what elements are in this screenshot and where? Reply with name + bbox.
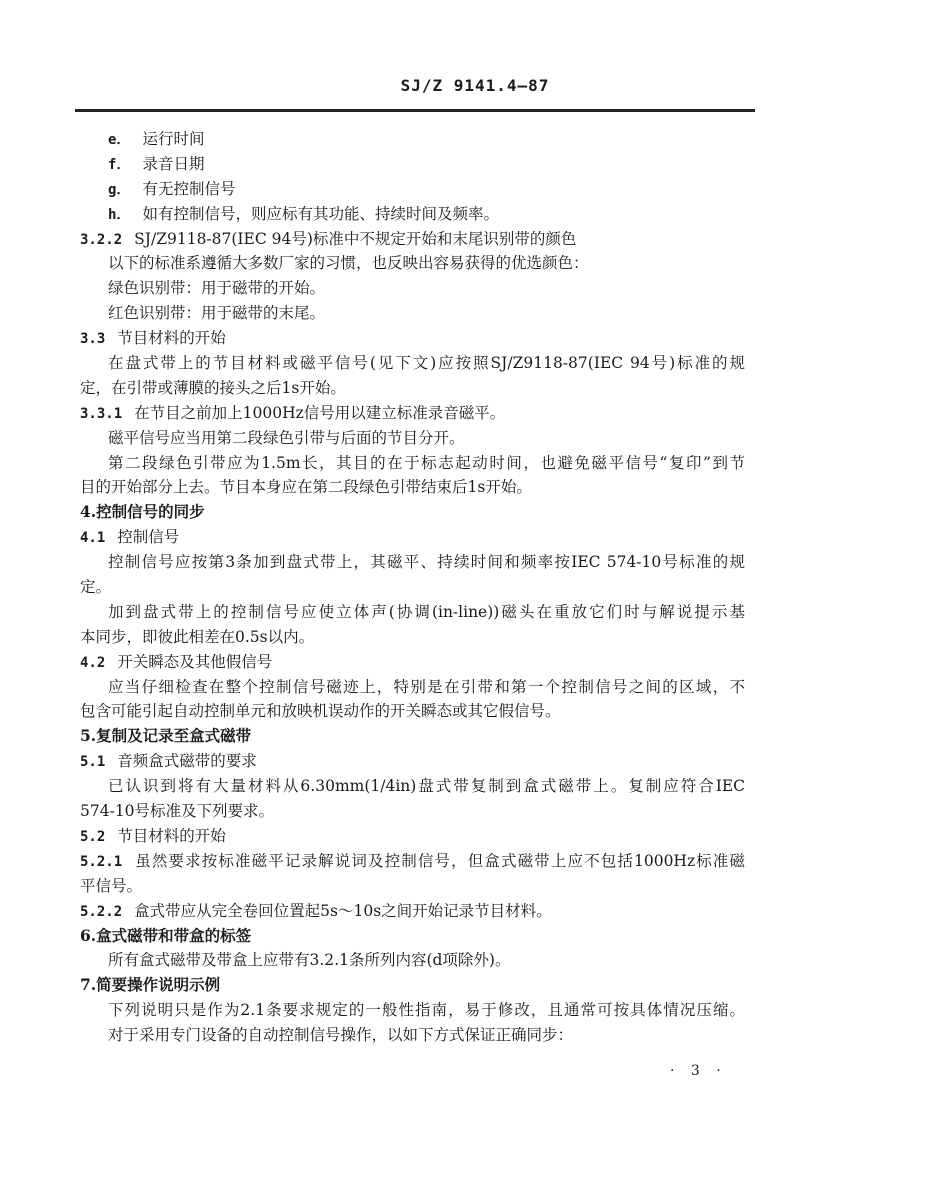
text-line bbox=[80, 451, 745, 476]
line-text: 已认识到将有大量材料从6.30mm(1/4in)盘式带复制到盒式磁带上。复制应符合IEC bbox=[108, 777, 745, 796]
text-line bbox=[80, 699, 745, 724]
text-line bbox=[80, 749, 745, 774]
line-text: 所有盒式磁带及带盒上应带有3.2.1条所列内容(d项除外)。 bbox=[108, 951, 511, 970]
text-line bbox=[80, 227, 745, 252]
line-text: 6.盒式磁带和带盒的标签 bbox=[80, 925, 252, 945]
section-heading bbox=[80, 924, 745, 949]
text-line bbox=[80, 899, 745, 924]
line-text: 7.简要操作说明示例 bbox=[80, 975, 221, 995]
line-text: 定。 bbox=[80, 578, 112, 597]
text-line bbox=[80, 401, 745, 426]
line-text: 应当仔细检查在整个控制信号磁迹上，特别是在引带和第一个控制信号之间的区域，不 bbox=[108, 677, 745, 696]
line-text: 盒式带应从完全卷回位置起5s～10s之间开始记录节目材料。 bbox=[134, 901, 552, 920]
page-number: · 3 · bbox=[670, 1063, 727, 1079]
line-text: 开关瞬态及其他假信号 bbox=[117, 652, 273, 671]
clause-number: f． bbox=[108, 156, 131, 173]
text-line bbox=[80, 276, 745, 301]
text-line bbox=[80, 426, 745, 451]
line-text: 在节目之前加上1000Hz信号用以建立标准录音磁平。 bbox=[134, 403, 506, 422]
text-line bbox=[80, 998, 745, 1023]
clause-number: 5.2 bbox=[80, 828, 106, 845]
line-text: 红色识别带：用于磁带的末尾。 bbox=[108, 304, 326, 323]
line-text: 定，在引带或薄膜的接头之后1s开始。 bbox=[80, 378, 346, 397]
section-heading bbox=[80, 724, 745, 749]
text-line bbox=[80, 874, 745, 899]
line-text: 加到盘式带上的控制信号应使立体声(协调(in-line))磁头在重放它们时与解说提示基 bbox=[108, 602, 745, 621]
text-line bbox=[80, 1023, 745, 1048]
text-line bbox=[80, 799, 745, 824]
text-line bbox=[80, 127, 745, 152]
text-line bbox=[80, 301, 745, 326]
line-text: 目的开始部分上去。节目本身应在第二段绿色引带结束后1s开始。 bbox=[80, 478, 532, 497]
line-text: 控制信号应按第3条加到盘式带上，其磁平、持续时间和频率按IEC 574-10号标准的规 bbox=[108, 553, 745, 572]
text-line bbox=[80, 152, 745, 177]
line-text: 574-10号标准及下列要求。 bbox=[80, 802, 275, 821]
text-line bbox=[80, 948, 745, 973]
clause-number: g． bbox=[108, 181, 131, 198]
text-line bbox=[80, 202, 745, 227]
line-text: 包含可能引起自动控制单元和放映机误动作的开关瞬态或其它假信号。 bbox=[80, 702, 561, 721]
line-text: 节目材料的开始 bbox=[117, 826, 226, 845]
clause-number: h． bbox=[108, 206, 131, 223]
text-line bbox=[80, 650, 745, 675]
line-text: 节目材料的开始 bbox=[117, 329, 226, 348]
line-text: 本同步，即彼此相差在0.5s以内。 bbox=[80, 627, 315, 646]
text-line bbox=[80, 251, 745, 276]
line-text: 音频盒式磁带的要求 bbox=[117, 752, 257, 771]
clause-number: 5.1 bbox=[80, 754, 106, 771]
line-text: 录音日期 bbox=[142, 154, 205, 173]
line-text: 虽然要求按标准磁平记录解说词及控制信号，但盒式磁带上应不包括1000Hz标准磁 bbox=[134, 851, 745, 870]
text-line bbox=[80, 625, 745, 650]
document-body bbox=[80, 127, 745, 1048]
text-line bbox=[80, 525, 745, 550]
header-rule bbox=[75, 109, 755, 112]
clause-number: 3.3 bbox=[80, 331, 106, 348]
line-text: 在盘式带上的节目材料或磁平信号(见下文)应按照SJ/Z9118-87(IEC 94号)标准的规 bbox=[108, 354, 745, 373]
line-text: 控制信号 bbox=[117, 528, 180, 547]
line-text: 如有控制信号，则应标有其功能、持续时间及频率。 bbox=[142, 204, 499, 223]
text-line bbox=[80, 774, 745, 799]
line-text: 对于采用专门设备的自动控制信号操作，以如下方式保证正确同步： bbox=[108, 1026, 574, 1045]
clause-number: 5.2.2 bbox=[80, 903, 123, 920]
text-line bbox=[80, 849, 745, 874]
text-line bbox=[80, 376, 745, 401]
line-text: 4.控制信号的同步 bbox=[80, 502, 205, 522]
line-text: 5.复制及记录至盒式磁带 bbox=[80, 726, 252, 746]
text-line bbox=[80, 326, 745, 351]
text-line bbox=[80, 600, 745, 625]
clause-number: 3.3.1 bbox=[80, 405, 123, 422]
text-line bbox=[80, 550, 745, 575]
clause-number: e． bbox=[108, 132, 131, 148]
text-line bbox=[80, 177, 745, 202]
clause-number: 3.2.2 bbox=[80, 231, 123, 248]
text-line bbox=[80, 575, 745, 600]
line-text: SJ/Z9118-87(IEC 94号)标准中不规定开始和末尾识别带的颜色 bbox=[134, 229, 577, 248]
line-text: 平信号。 bbox=[80, 876, 143, 895]
text-line bbox=[80, 824, 745, 849]
clause-number: 4.2 bbox=[80, 654, 106, 671]
line-text: 第二段绿色引带应为1.5m长，其目的在于标志起动时间，也避免磁平信号“复印”到节 bbox=[108, 453, 745, 472]
line-text: 以下的标准系遵循大多数厂家的习惯，也反映出容易获得的优选颜色： bbox=[108, 254, 589, 273]
clause-number: 4.1 bbox=[80, 530, 106, 547]
text-line bbox=[80, 475, 745, 500]
line-text: 绿色识别带：用于磁带的开始。 bbox=[108, 279, 326, 298]
section-heading bbox=[80, 973, 745, 998]
text-line bbox=[80, 675, 745, 700]
document-header: SJ/Z 9141.4—87 bbox=[400, 76, 550, 95]
line-text: 运行时间 bbox=[142, 130, 205, 148]
line-text: 磁平信号应当用第二段绿色引带与后面的节目分开。 bbox=[108, 428, 465, 447]
line-text: 有无控制信号 bbox=[142, 179, 236, 198]
section-heading bbox=[80, 500, 745, 525]
text-line bbox=[80, 351, 745, 376]
line-text: 下列说明只是作为2.1条要求规定的一般性指南，易于修改，且通常可按具体情况压缩。 bbox=[108, 1001, 745, 1020]
clause-number: 5.2.1 bbox=[80, 853, 123, 870]
